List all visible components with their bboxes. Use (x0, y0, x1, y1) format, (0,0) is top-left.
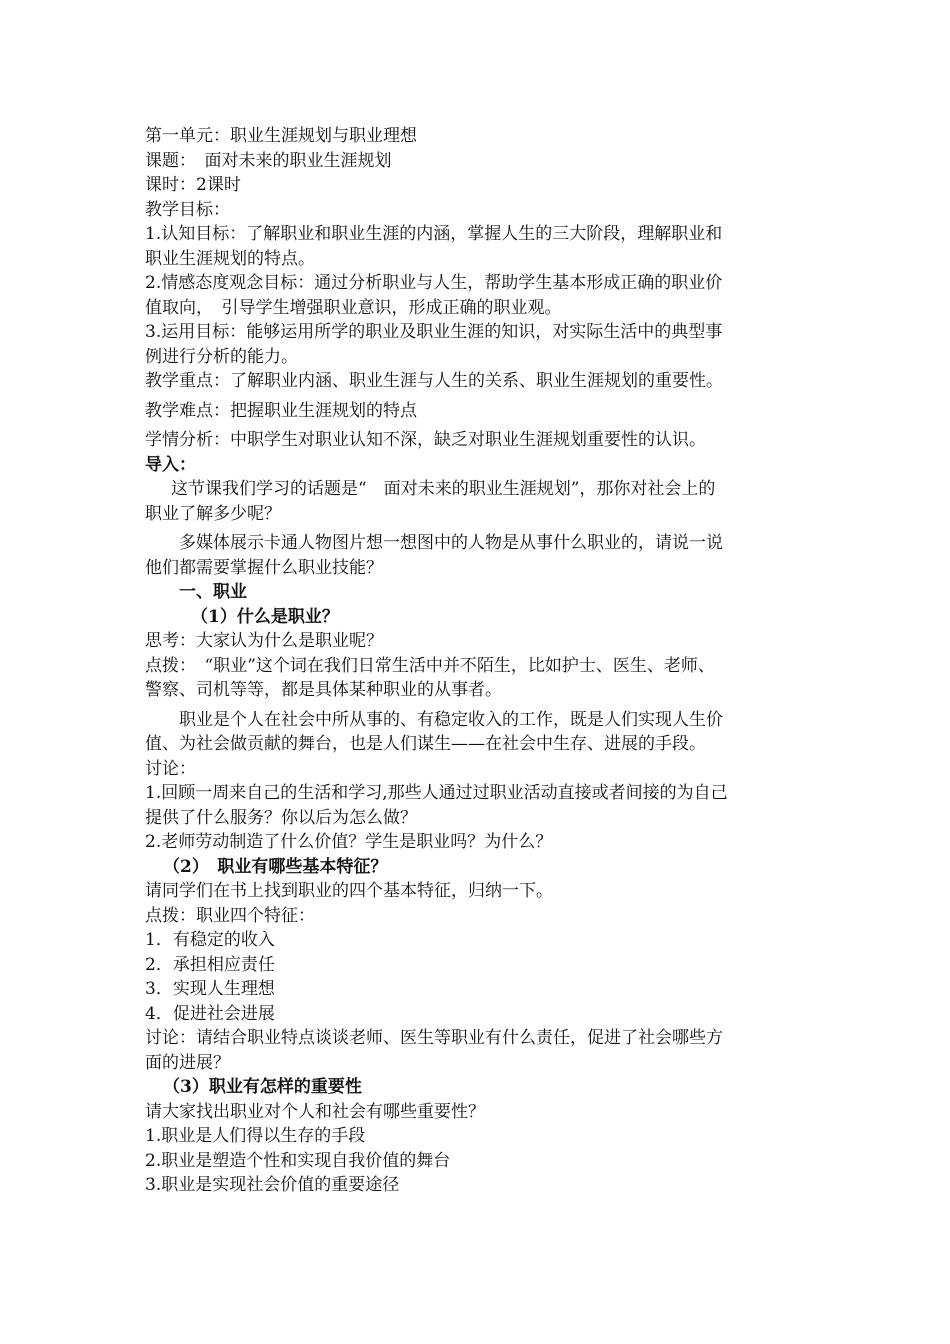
importance-task: 请大家找出职业对个人和社会有哪些重要性？ (145, 1101, 485, 1122)
intro-paragraph-1-line-2: 职业了解多少呢？ (145, 503, 281, 524)
discussion-1-heading: 讨论： (145, 758, 196, 779)
discussion-2-line-1: 讨论：请结合职业特点谈谈老师、医生等职业有什么责任，促进了社会哪些方 (145, 1028, 723, 1048)
difficulty: 教学难点：把握职业生涯规划的特点 (145, 400, 417, 421)
intro-paragraph-1-line-1: 这节课我们学习的话题是“ 面对未来的职业生涯规划”，那你对社会上的 (171, 479, 716, 499)
discussion-1-item-1-line-2: 提供了什么服务？你以后为怎么做？ (145, 807, 417, 828)
features-task: 请同学们在书上找到职业的四个基本特征，归纳一下。 (145, 881, 553, 901)
lesson-hours: 课时：2课时 (145, 175, 241, 195)
discussion-2-line-2: 面的进展？ (145, 1052, 230, 1073)
discussion-1-item-1-line-1: 1.回顾一周来自己的生活和学习,那些人通过过职业活动直接或者间接的为自己 (145, 783, 728, 803)
goal-1-line-1: 1.认知目标：了解职业和职业生涯的内涵，掌握人生的三大阶段，理解职业和 (145, 224, 723, 244)
think-question: 思考：大家认为什么是职业呢？ (145, 631, 383, 651)
intro-paragraph-2-line-2: 他们都需要掌握什么职业技能？ (145, 557, 383, 578)
hint-2: 点拨：职业四个特征： (145, 905, 315, 926)
definition-line-2: 值、为社会做贡献的舞台，也是人们谋生——在社会中生存、进展的手段。 (145, 734, 706, 754)
hint-1-line-1: 点拨： “职业”这个词在我们日常生活中并不陌生，比如护士、医生、老师、 (145, 655, 715, 676)
subsection-heading-1: （1）什么是职业？ (191, 606, 339, 627)
goal-3-line-1: 3.运用目标：能够运用所学的职业及职业生涯的知识，对实际生活中的典型事 (145, 322, 723, 342)
lesson-topic: 课题： 面对未来的职业生涯规划 (145, 150, 392, 171)
goal-2-line-1: 2.情感态度观念目标：通过分析职业与人生，帮助学生基本形成正确的职业价 (145, 273, 723, 293)
feature-3: 3．实现人生理想 (145, 979, 275, 999)
goal-3-line-2: 例进行分析的能力。 (145, 346, 298, 367)
goals-heading: 教学目标： (145, 199, 230, 220)
section-heading-1: 一、职业 (179, 582, 247, 602)
importance-3: 3.职业是实现社会价值的重要途径 (145, 1175, 400, 1195)
document-page (145, 124, 810, 1198)
feature-4: 4．促进社会进展 (145, 1003, 275, 1024)
subsection-heading-3: （3）职业有怎样的重要性 (163, 1077, 362, 1097)
intro-paragraph-2-line-1: 多媒体展示卡通人物图片想一想图中的人物是从事什么职业的，请说一说 (179, 533, 723, 553)
goal-1-line-2: 职业生涯规划的特点。 (145, 248, 315, 269)
key-point: 教学重点：了解职业内涵、职业生涯与人生的关系、职业生涯规划的重要性。 (145, 371, 723, 391)
unit-title: 第一单元：职业生涯规划与职业理想 (145, 126, 417, 146)
feature-2: 2．承担相应责任 (145, 954, 275, 975)
hint-1-line-2: 警察、司机等等，都是具体某种职业的从事者。 (145, 680, 502, 700)
intro-heading: 导入： (145, 454, 196, 475)
importance-2: 2.职业是塑造个性和实现自我价值的舞台 (145, 1150, 451, 1171)
subsection-heading-2: （2） 职业有哪些基本特征？ (163, 856, 388, 877)
student-analysis: 学情分析：中职学生对职业认知不深，缺乏对职业生涯规划重要性的认识。 (145, 430, 706, 450)
goal-2-line-2: 值取向， 引导学生增强职业意识，形成正确的职业观。 (145, 297, 562, 318)
feature-1: 1．有稳定的收入 (145, 930, 275, 950)
discussion-1-item-2: 2.老师劳动制造了什么价值？学生是职业吗？为什么？ (145, 832, 553, 852)
importance-1: 1.职业是人们得以生存的手段 (145, 1126, 366, 1146)
definition-line-1: 职业是个人在社会中所从事的、有稳定收入的工作，既是人们实现人生价 (179, 709, 723, 730)
